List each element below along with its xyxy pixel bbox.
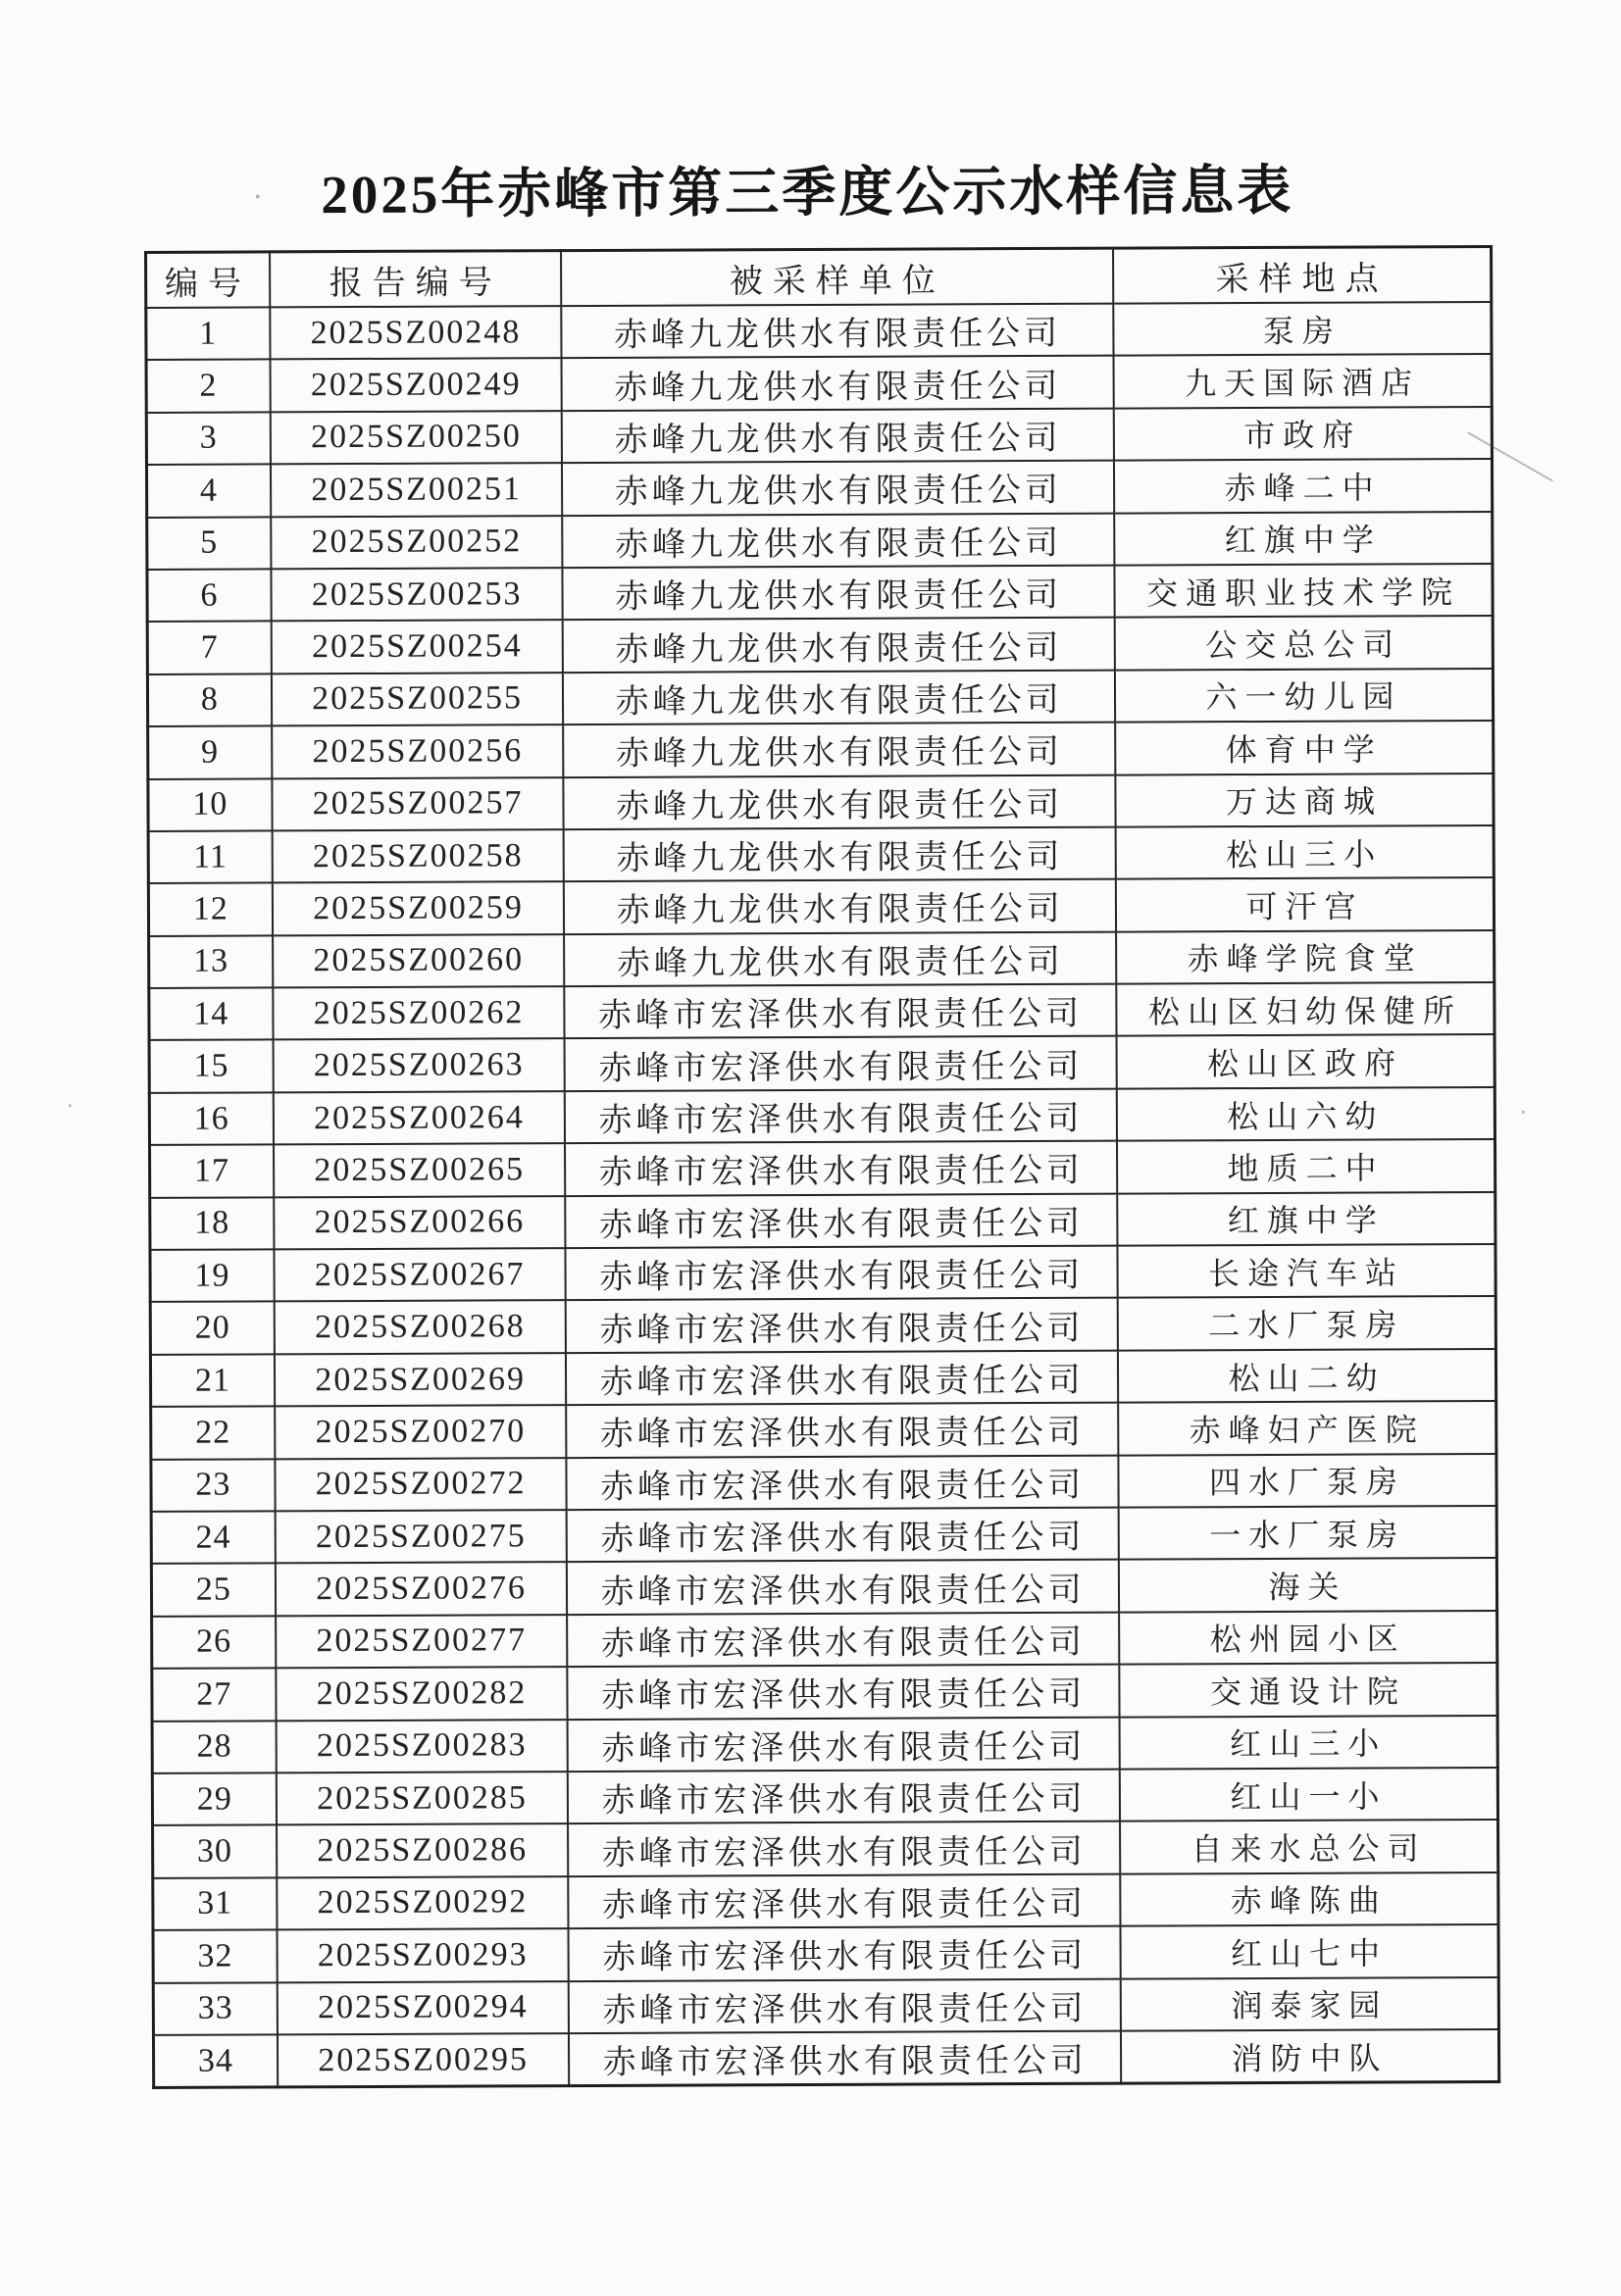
cell-report-no: 2025SZ00263 — [273, 1039, 565, 1093]
cell-sampled-unit: 赤峰九龙供水有限责任公司 — [565, 931, 1117, 986]
cell-index: 34 — [153, 2034, 277, 2087]
cell-sampling-location: 九天国际酒店 — [1113, 354, 1492, 408]
cell-report-no: 2025SZ00270 — [275, 1405, 567, 1459]
cell-sampling-location: 万达商城 — [1115, 773, 1494, 826]
table-row — [150, 1349, 1495, 1407]
table-row — [149, 1087, 1494, 1145]
cell-sampled-unit: 赤峰九龙供水有限责任公司 — [562, 461, 1114, 516]
cell-index: 30 — [153, 1825, 277, 1878]
table-row — [147, 669, 1493, 726]
cell-sampling-location: 赤峰妇产医院 — [1118, 1401, 1496, 1455]
cell-index: 10 — [148, 778, 272, 831]
cell-report-no: 2025SZ00292 — [277, 1876, 569, 1930]
cell-report-no: 2025SZ00269 — [275, 1353, 567, 1407]
cell-sampled-unit: 赤峰九龙供水有限责任公司 — [564, 723, 1116, 777]
cell-report-no: 2025SZ00266 — [274, 1196, 566, 1250]
cell-report-no: 2025SZ00272 — [275, 1458, 567, 1512]
scan-speck — [256, 194, 260, 198]
table-row — [152, 1715, 1497, 1772]
table-row — [146, 407, 1492, 465]
cell-sampling-location: 松山二幼 — [1118, 1349, 1496, 1403]
cell-sampling-location: 红山一小 — [1120, 1768, 1498, 1822]
cell-sampling-location: 泵房 — [1113, 302, 1492, 356]
cell-sampling-location: 赤峰陈曲 — [1120, 1872, 1498, 1926]
table-row — [146, 302, 1492, 360]
table-row — [149, 1034, 1494, 1092]
cell-sampling-location: 二水厂泵房 — [1118, 1296, 1496, 1350]
cell-sampling-location: 体育中学 — [1115, 721, 1494, 774]
cell-sampled-unit: 赤峰市宏泽供水有限责任公司 — [565, 984, 1117, 1039]
cell-sampling-location: 四水厂泵房 — [1118, 1454, 1496, 1508]
cell-index: 31 — [153, 1877, 277, 1930]
cell-report-no: 2025SZ00275 — [275, 1510, 567, 1564]
cell-sampled-unit: 赤峰市宏泽供水有限责任公司 — [568, 1665, 1120, 1720]
cell-index: 33 — [153, 1982, 277, 2035]
cell-index: 14 — [149, 987, 273, 1040]
table-row — [148, 877, 1494, 935]
cell-sampling-location: 红山三小 — [1120, 1715, 1498, 1769]
cell-sampling-location: 松山三小 — [1116, 825, 1494, 879]
cell-sampled-unit: 赤峰九龙供水有限责任公司 — [562, 408, 1114, 463]
table-row — [146, 459, 1492, 517]
cell-sampling-location: 市政府 — [1114, 407, 1493, 461]
cell-sampled-unit: 赤峰市宏泽供水有限责任公司 — [569, 1926, 1121, 1981]
cell-report-no: 2025SZ00276 — [276, 1562, 568, 1616]
table-row — [146, 354, 1492, 412]
cell-report-no: 2025SZ00258 — [272, 829, 564, 883]
cell-report-no: 2025SZ00265 — [274, 1143, 566, 1197]
header-sampled-unit: 被采样单位 — [561, 248, 1113, 306]
cell-sampling-location: 可汗宫 — [1116, 877, 1494, 931]
cell-sampled-unit: 赤峰市宏泽供水有限责任公司 — [567, 1560, 1119, 1615]
cell-index: 6 — [147, 569, 271, 622]
header-report-no: 报告编号 — [270, 251, 562, 308]
cell-index: 9 — [148, 726, 272, 779]
table-header-row — [146, 246, 1492, 307]
cell-index: 24 — [151, 1511, 275, 1564]
cell-index: 2 — [146, 360, 270, 413]
cell-index: 3 — [146, 412, 270, 465]
cell-index: 11 — [148, 830, 272, 883]
cell-report-no: 2025SZ00267 — [274, 1248, 566, 1302]
table-body — [146, 302, 1499, 2088]
table-row — [150, 1192, 1495, 1250]
cell-index: 27 — [152, 1669, 276, 1722]
cell-sampling-location: 赤峰二中 — [1114, 459, 1493, 513]
cell-index: 16 — [149, 1092, 273, 1145]
cell-sampled-unit: 赤峰市宏泽供水有限责任公司 — [568, 1612, 1120, 1667]
table-row — [151, 1558, 1496, 1616]
cell-index: 32 — [153, 1929, 277, 1982]
cell-report-no: 2025SZ00257 — [272, 777, 564, 831]
cell-report-no: 2025SZ00282 — [276, 1667, 568, 1721]
table-row — [150, 1139, 1495, 1197]
table-row — [153, 1976, 1498, 2034]
cell-sampled-unit: 赤峰九龙供水有限责任公司 — [563, 618, 1115, 673]
cell-sampled-unit: 赤峰市宏泽供水有限责任公司 — [566, 1246, 1118, 1301]
cell-report-no: 2025SZ00294 — [277, 1981, 569, 2035]
cell-index: 4 — [146, 465, 270, 518]
cell-report-no: 2025SZ00251 — [271, 463, 563, 517]
cell-sampled-unit: 赤峰市宏泽供水有限责任公司 — [568, 1770, 1120, 1824]
cell-report-no: 2025SZ00259 — [273, 881, 565, 935]
cell-sampling-location: 长途汽车站 — [1117, 1244, 1495, 1298]
cell-sampling-location: 红山七中 — [1120, 1924, 1498, 1978]
cell-sampled-unit: 赤峰市宏泽供水有限责任公司 — [567, 1508, 1119, 1563]
cell-sampling-location: 红旗中学 — [1117, 1192, 1495, 1246]
header-sampling-location: 采样地点 — [1113, 246, 1492, 303]
table-row — [148, 773, 1494, 830]
cell-sampling-location: 自来水总公司 — [1120, 1820, 1498, 1873]
table-row — [147, 616, 1493, 674]
cell-sampled-unit: 赤峰市宏泽供水有限责任公司 — [567, 1403, 1119, 1458]
cell-index: 23 — [151, 1459, 275, 1512]
cell-report-no: 2025SZ00256 — [272, 724, 564, 778]
cell-index: 20 — [150, 1302, 274, 1355]
cell-sampled-unit: 赤峰市宏泽供水有限责任公司 — [566, 1350, 1118, 1405]
cell-report-no: 2025SZ00252 — [271, 516, 563, 570]
cell-sampling-location: 一水厂泵房 — [1119, 1506, 1497, 1560]
cell-sampled-unit: 赤峰市宏泽供水有限责任公司 — [568, 1822, 1120, 1876]
cell-sampled-unit: 赤峰九龙供水有限责任公司 — [564, 774, 1116, 829]
table-row — [147, 512, 1493, 570]
cell-report-no: 2025SZ00253 — [271, 568, 563, 622]
cell-index: 19 — [150, 1249, 274, 1302]
table-row — [149, 930, 1494, 988]
scan-speck — [69, 1104, 72, 1107]
cell-report-no: 2025SZ00264 — [273, 1091, 565, 1145]
cell-index: 28 — [152, 1721, 276, 1773]
header-row — [146, 246, 1492, 307]
cell-sampled-unit: 赤峰九龙供水有限责任公司 — [563, 513, 1115, 568]
cell-report-no: 2025SZ00295 — [278, 2033, 570, 2087]
cell-index: 8 — [147, 674, 271, 726]
cell-report-no: 2025SZ00250 — [270, 411, 562, 465]
cell-sampled-unit: 赤峰九龙供水有限责任公司 — [564, 827, 1116, 882]
table-row — [152, 1611, 1497, 1669]
cell-report-no: 2025SZ00277 — [276, 1615, 568, 1669]
cell-report-no: 2025SZ00262 — [273, 986, 565, 1040]
cell-sampled-unit: 赤峰九龙供水有限责任公司 — [563, 670, 1115, 724]
cell-report-no: 2025SZ00255 — [272, 673, 564, 726]
cell-index: 12 — [148, 883, 272, 936]
cell-sampling-location: 六一幼儿园 — [1115, 669, 1494, 723]
cell-sampling-location: 松山区政府 — [1116, 1034, 1494, 1088]
cell-sampled-unit: 赤峰九龙供水有限责任公司 — [562, 356, 1114, 411]
cell-sampling-location: 松州园小区 — [1119, 1611, 1497, 1665]
cell-sampled-unit: 赤峰市宏泽供水有限责任公司 — [567, 1455, 1119, 1510]
cell-index: 21 — [150, 1354, 274, 1407]
cell-sampled-unit: 赤峰市宏泽供水有限责任公司 — [569, 1873, 1121, 1928]
cell-index: 18 — [150, 1197, 274, 1250]
table-row — [148, 825, 1494, 883]
cell-sampled-unit: 赤峰九龙供水有限责任公司 — [564, 879, 1116, 934]
document-title: 2025年赤峰市第三季度公示水样信息表 — [321, 160, 1294, 225]
cell-sampled-unit: 赤峰市宏泽供水有限责任公司 — [568, 1717, 1120, 1772]
cell-sampling-location: 润泰家园 — [1121, 1976, 1499, 2030]
cell-sampling-location: 交通职业技术学院 — [1114, 564, 1493, 618]
cell-sampled-unit: 赤峰市宏泽供水有限责任公司 — [565, 1141, 1117, 1196]
table-row — [152, 1663, 1497, 1721]
cell-index: 17 — [150, 1145, 274, 1198]
table-row — [153, 1924, 1498, 1982]
table-row — [149, 982, 1494, 1040]
cell-sampled-unit: 赤峰市宏泽供水有限责任公司 — [569, 1978, 1121, 2033]
table-row — [153, 2029, 1498, 2088]
cell-sampled-unit: 赤峰市宏泽供水有限责任公司 — [566, 1298, 1118, 1353]
cell-sampling-location: 松山六幼 — [1117, 1087, 1495, 1141]
scan-speck — [1522, 1111, 1525, 1114]
cell-sampling-location: 红旗中学 — [1114, 512, 1493, 566]
cell-report-no: 2025SZ00286 — [277, 1823, 569, 1877]
table-row — [148, 721, 1494, 778]
cell-report-no: 2025SZ00254 — [271, 620, 563, 674]
cell-index: 29 — [152, 1772, 276, 1825]
cell-report-no: 2025SZ00293 — [277, 1928, 569, 1982]
table-row — [150, 1244, 1495, 1302]
water-sample-info-table — [144, 245, 1500, 2089]
cell-sampling-location: 消防中队 — [1121, 2029, 1499, 2084]
cell-sampling-location: 交通设计院 — [1119, 1663, 1497, 1717]
table-row — [152, 1768, 1497, 1825]
table-row — [150, 1296, 1495, 1354]
table-row — [151, 1506, 1496, 1564]
cell-index: 7 — [147, 622, 271, 674]
cell-sampling-location: 地质二中 — [1117, 1139, 1495, 1193]
table-row — [151, 1401, 1496, 1459]
cell-sampling-location: 松山区妇幼保健所 — [1116, 982, 1494, 1036]
cell-report-no: 2025SZ00268 — [274, 1301, 566, 1355]
cell-index: 22 — [151, 1407, 275, 1460]
table-row — [153, 1820, 1498, 1877]
cell-sampled-unit: 赤峰市宏泽供水有限责任公司 — [565, 1088, 1117, 1143]
cell-index: 5 — [147, 517, 271, 570]
cell-report-no: 2025SZ00249 — [270, 358, 562, 412]
cell-sampled-unit: 赤峰市宏泽供水有限责任公司 — [569, 2031, 1121, 2086]
cell-sampling-location: 公交总公司 — [1115, 616, 1494, 670]
header-index: 编号 — [146, 252, 270, 308]
cell-report-no: 2025SZ00248 — [270, 306, 562, 360]
cell-sampled-unit: 赤峰市宏泽供水有限责任公司 — [566, 1193, 1118, 1248]
cell-sampled-unit: 赤峰九龙供水有限责任公司 — [562, 304, 1114, 359]
cell-index: 25 — [151, 1564, 275, 1617]
cell-index: 13 — [149, 935, 273, 988]
cell-report-no: 2025SZ00285 — [277, 1772, 569, 1825]
cell-report-no: 2025SZ00283 — [276, 1720, 568, 1773]
cell-sampling-location: 赤峰学院食堂 — [1116, 930, 1494, 984]
table-row — [151, 1454, 1496, 1512]
table-row — [153, 1872, 1498, 1930]
cell-sampling-location: 海关 — [1119, 1558, 1497, 1612]
cell-index: 15 — [149, 1040, 273, 1093]
cell-index: 1 — [146, 307, 270, 360]
cell-report-no: 2025SZ00260 — [273, 934, 565, 988]
cell-sampled-unit: 赤峰九龙供水有限责任公司 — [563, 566, 1115, 621]
table-row — [147, 564, 1493, 622]
cell-index: 26 — [152, 1616, 276, 1669]
cell-sampled-unit: 赤峰市宏泽供水有限责任公司 — [565, 1036, 1117, 1091]
